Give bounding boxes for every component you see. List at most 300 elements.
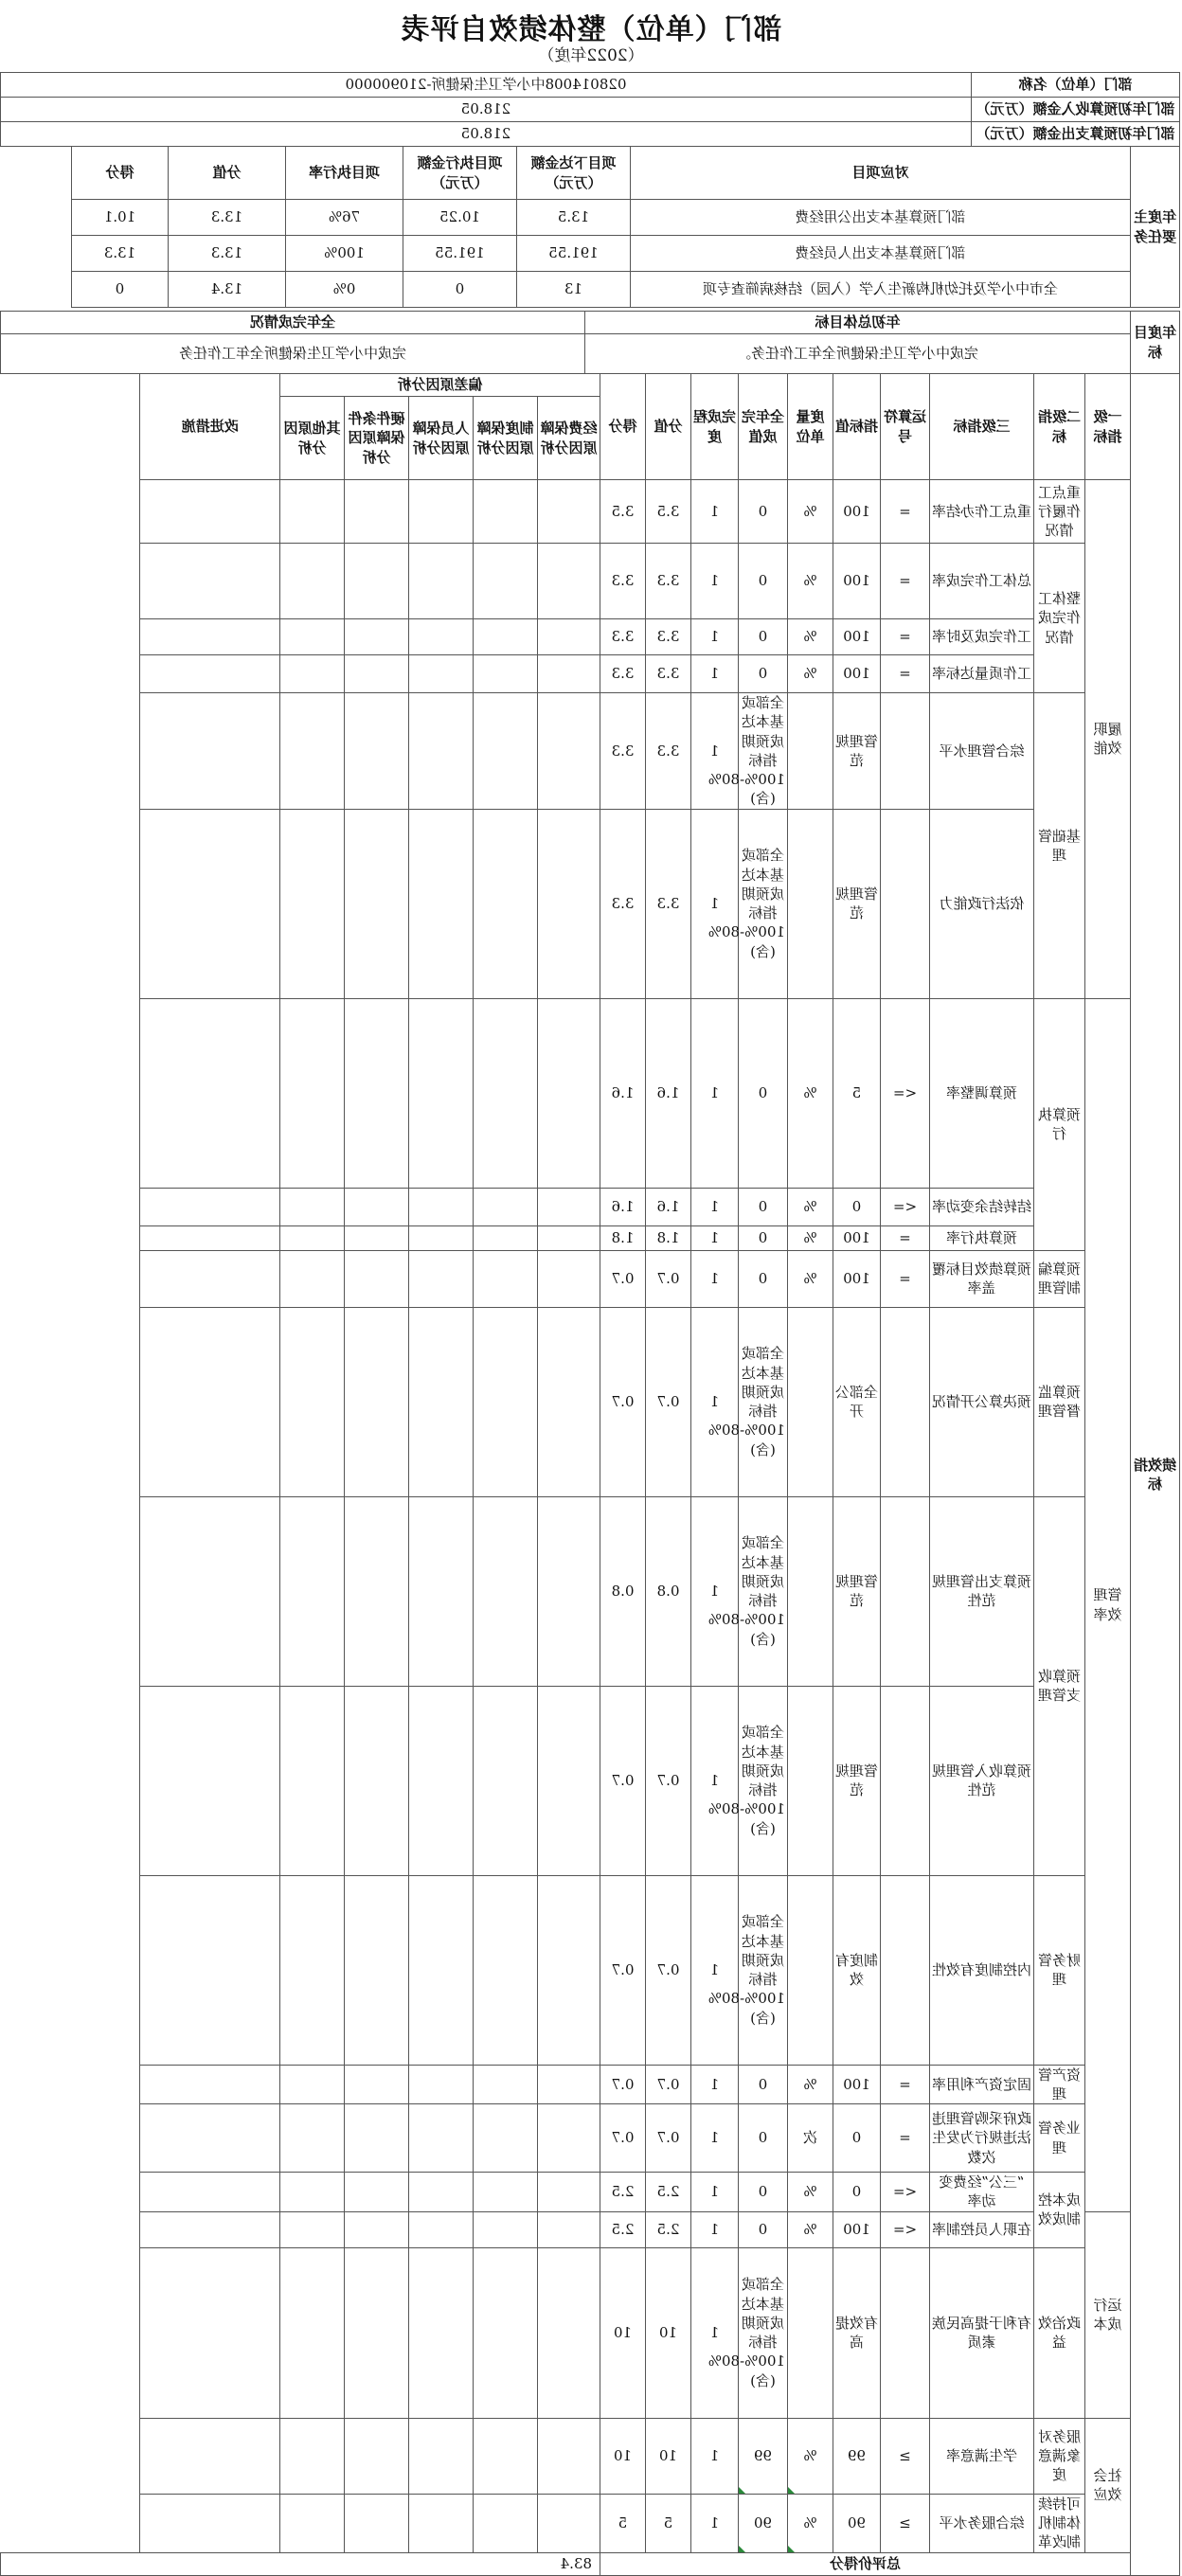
deviation-cell <box>409 544 474 619</box>
deviation-cell <box>279 2247 344 2418</box>
deviation-cell <box>409 1188 474 1225</box>
deviation-cell <box>538 1496 600 1686</box>
table-row <box>1 2418 1180 2494</box>
task-cell: 部门预算基本支出公用经费 <box>631 200 1131 236</box>
table-row <box>1 272 1180 308</box>
completion: 1 <box>691 1225 739 1250</box>
actual-value: 0 <box>739 1225 788 1250</box>
improve-cell <box>140 1188 279 1225</box>
deviation-cell <box>345 2247 409 2418</box>
target-value: 100 <box>833 2211 881 2247</box>
score: 3.3 <box>600 619 646 655</box>
deviation-cell <box>474 2065 538 2104</box>
score-weight: 0.7 <box>646 1686 691 1875</box>
score: 0.7 <box>600 1250 646 1307</box>
level2-indicator: 成本控制成效 <box>1034 2173 1085 2248</box>
actual-value: 0 <box>739 1250 788 1307</box>
score: 0.7 <box>600 1307 646 1496</box>
improve-cell <box>140 2418 279 2494</box>
level1-indicator: 运行成本 <box>1085 2211 1131 2418</box>
score: 2.5 <box>600 2173 646 2212</box>
level2-indicator: 财务管理 <box>1034 1875 1085 2065</box>
deviation-cell <box>279 1875 344 2065</box>
level3-indicator: 预决算公开情况 <box>930 1307 1034 1496</box>
deviation-cell <box>474 2104 538 2173</box>
level3-indicator: 重点工作办结率 <box>930 480 1034 544</box>
deviation-cell <box>345 1225 409 1250</box>
operator <box>881 1307 930 1496</box>
improve-cell <box>140 1686 279 1875</box>
level3-indicator: 工作完成及时率 <box>930 619 1034 655</box>
unit <box>788 1496 833 1686</box>
score-weight: 3.3 <box>646 809 691 998</box>
deviation-cell <box>345 655 409 693</box>
unit <box>788 1875 833 2065</box>
improve-cell <box>140 2104 279 2173</box>
unit <box>788 2247 833 2418</box>
deviation-cell <box>538 1875 600 2065</box>
total-value: 83.4 <box>1 2552 600 2575</box>
actual-value: 0 <box>739 655 788 693</box>
dept-name-value: 028014008中小学卫生保健所-210900000 <box>1 73 972 98</box>
deviation-cell <box>409 1496 474 1686</box>
operator: = <box>881 655 930 693</box>
unit: % <box>788 2418 833 2494</box>
actual-value: 全部或基本达成预期指标100%-80%(含) <box>739 1686 788 1875</box>
table-row <box>1 2211 1180 2247</box>
completion: 1 <box>691 2247 739 2418</box>
table-row <box>1 480 1180 544</box>
table-row <box>1 998 1180 1188</box>
deviation-cell <box>345 693 409 810</box>
score: 3.5 <box>600 480 646 544</box>
improve-cell <box>140 2247 279 2418</box>
actual-value: 0 <box>739 619 788 655</box>
deviation-cell <box>279 1225 344 1250</box>
operator: = <box>881 2104 930 2173</box>
deviation-cell <box>474 1875 538 2065</box>
level3-indicator: 政府采购管理违法违规行为发生次数 <box>930 2104 1034 2173</box>
score-weight: 3.3 <box>646 693 691 810</box>
unit: % <box>788 480 833 544</box>
task-cell: 全市中小学及托幼机构新生入学（入园）结核病筛查专项 <box>631 272 1131 308</box>
level3-indicator: 内控制度有效性 <box>930 1875 1034 2065</box>
deviation-cell <box>538 2065 600 2104</box>
deviation-subheader: 其他原因分析 <box>279 397 344 480</box>
level2-indicator: 政治效益 <box>1034 2247 1085 2418</box>
table-row <box>1 200 1180 236</box>
deviation-cell <box>409 1875 474 2065</box>
score-weight: 3.5 <box>646 480 691 544</box>
score-weight: 0.7 <box>646 1307 691 1496</box>
actual-value: 0 <box>739 2211 788 2247</box>
unit: % <box>788 998 833 1188</box>
deviation-cell <box>474 619 538 655</box>
score: 10 <box>600 2247 646 2418</box>
target-value: 100 <box>833 480 881 544</box>
level3-indicator: 预算绩效目标覆盖率 <box>930 1250 1034 1307</box>
task-cell: 13.5 <box>517 200 631 236</box>
perf-header: 运算符号 <box>881 374 930 480</box>
deviation-cell <box>345 1307 409 1496</box>
deviation-cell <box>279 544 344 619</box>
task-header: 分值 <box>169 147 286 200</box>
improve-cell <box>140 1250 279 1307</box>
task-cell: 13.3 <box>169 200 286 236</box>
level2-indicator: 整体工作完成情况 <box>1034 544 1085 693</box>
table-row <box>1 544 1180 619</box>
deviation-cell <box>345 2065 409 2104</box>
target-value: 0 <box>833 2104 881 2173</box>
table-row <box>1 1496 1180 1686</box>
deviation-cell <box>538 619 600 655</box>
level3-indicator: 有利于提高民族素质 <box>930 2247 1034 2418</box>
deviation-cell <box>474 2418 538 2494</box>
table-row <box>1 655 1180 693</box>
deviation-cell <box>279 1496 344 1686</box>
level2-indicator: 预算编制管理 <box>1034 1250 1085 1307</box>
deviation-cell <box>474 544 538 619</box>
improve-cell <box>140 693 279 810</box>
unit: % <box>788 2173 833 2212</box>
deviation-subheader: 经费保障原因分析 <box>538 397 600 480</box>
level3-indicator: 固定资产利用率 <box>930 2065 1034 2104</box>
level3-indicator: 预算支出管理规范性 <box>930 1496 1034 1686</box>
deviation-cell <box>474 480 538 544</box>
deviation-cell <box>279 1686 344 1875</box>
operator: = <box>881 1250 930 1307</box>
deviation-cell <box>345 2494 409 2552</box>
improve-cell <box>140 1307 279 1496</box>
target-value: 0 <box>833 1188 881 1225</box>
deviation-cell <box>345 1875 409 2065</box>
deviation-cell <box>279 2104 344 2173</box>
operator <box>881 809 930 998</box>
deviation-cell <box>409 2418 474 2494</box>
deviation-subheader: 制度保障原因分析 <box>474 397 538 480</box>
deviation-cell <box>409 998 474 1188</box>
deviation-header: 偏差原因分析 <box>279 374 600 397</box>
unit: % <box>788 1250 833 1307</box>
deviation-cell <box>538 655 600 693</box>
task-cell: 76% <box>286 200 403 236</box>
level2-indicator: 基础管理 <box>1034 693 1085 999</box>
task-cell: 13 <box>517 272 631 308</box>
operator <box>881 1875 930 2065</box>
table-row <box>1 2173 1180 2212</box>
score: 0.7 <box>600 1686 646 1875</box>
score-weight: 3.3 <box>646 619 691 655</box>
completion: 1 <box>691 998 739 1188</box>
completion: 1 <box>691 2065 739 2104</box>
deviation-cell <box>279 2173 344 2212</box>
score: 5 <box>600 2494 646 2552</box>
unit: % <box>788 655 833 693</box>
deviation-cell <box>538 1686 600 1875</box>
actual-value: 全部或基本达成预期指标100%-80%(含) <box>739 809 788 998</box>
actual-value: 0 <box>739 2065 788 2104</box>
level3-indicator: 工作质量达标率 <box>930 655 1034 693</box>
expense-label: 部门年初预算支出金额（万元） <box>972 122 1180 147</box>
deviation-cell <box>538 998 600 1188</box>
target-value: 100 <box>833 2065 881 2104</box>
deviation-cell <box>409 2247 474 2418</box>
score: 10 <box>600 2418 646 2494</box>
score: 1.8 <box>600 1225 646 1250</box>
score-weight: 2.5 <box>646 2173 691 2212</box>
perf-header: 一级指标 <box>1085 374 1131 480</box>
info-table <box>0 72 1180 147</box>
level1-indicator: 履职效能 <box>1085 480 1131 999</box>
perf-header: 完成程度 <box>691 374 739 480</box>
dept-name-label: 部门（单位）名称 <box>972 73 1180 98</box>
deviation-cell <box>538 1225 600 1250</box>
completion: 1 <box>691 1250 739 1307</box>
task-cell: 13.4 <box>169 272 286 308</box>
improve-cell <box>140 655 279 693</box>
operator: <= <box>881 998 930 1188</box>
completion: 1 <box>691 2211 739 2247</box>
deviation-cell <box>409 655 474 693</box>
improve-cell <box>140 1225 279 1250</box>
deviation-cell <box>345 2173 409 2212</box>
score: 1.6 <box>600 1188 646 1225</box>
unit <box>788 693 833 810</box>
deviation-cell <box>474 655 538 693</box>
level2-indicator: 预算执行 <box>1034 998 1085 1250</box>
unit: % <box>788 619 833 655</box>
table-row <box>1 236 1180 272</box>
deviation-cell <box>279 2065 344 2104</box>
initial-goal-header: 年初总体目标 <box>585 312 1131 334</box>
operator: = <box>881 544 930 619</box>
operator: = <box>881 2065 930 2104</box>
operator: = <box>881 480 930 544</box>
perf-section-label: 绩效指标 <box>1131 374 1180 2576</box>
target-value: 100 <box>833 655 881 693</box>
deviation-cell <box>279 693 344 810</box>
table-row <box>1 2247 1180 2418</box>
deviation-cell <box>279 619 344 655</box>
deviation-cell <box>279 2418 344 2494</box>
deviation-cell <box>279 1307 344 1496</box>
improve-cell <box>140 544 279 619</box>
task-cell: 0 <box>403 272 517 308</box>
actual-value: 全部或基本达成预期指标100%-80%(含) <box>739 1307 788 1496</box>
table-row <box>1 2494 1180 2552</box>
target-value: 100 <box>833 544 881 619</box>
completion: 1 <box>691 655 739 693</box>
level1-indicator: 管理效率 <box>1085 998 1131 2211</box>
level3-indicator: 学生满意率 <box>930 2418 1034 2494</box>
operator: = <box>881 1225 930 1250</box>
task-cell: 100% <box>286 236 403 272</box>
annual-goal-label: 年度目标 <box>1131 312 1180 374</box>
deviation-cell <box>279 2494 344 2552</box>
deviation-cell <box>409 2065 474 2104</box>
deviation-cell <box>279 1188 344 1225</box>
deviation-subheader: 硬件条件保障原因分析 <box>345 397 409 480</box>
actual-value: 90 <box>739 2494 788 2552</box>
level3-indicator: 预算收入管理规范性 <box>930 1686 1034 1875</box>
completion: 1 <box>691 1307 739 1496</box>
improve-cell <box>140 619 279 655</box>
deviation-cell <box>474 2173 538 2212</box>
deviation-cell <box>409 1686 474 1875</box>
score: 3.3 <box>600 655 646 693</box>
deviation-cell <box>538 480 600 544</box>
deviation-cell <box>345 1496 409 1686</box>
page-title: 部门（单位）整体绩效自评表 <box>400 13 782 46</box>
operator <box>881 693 930 810</box>
completion: 1 <box>691 1686 739 1875</box>
operator: ≥ <box>881 2418 930 2494</box>
level3-indicator: 总体工作完成率 <box>930 544 1034 619</box>
improve-cell <box>140 2211 279 2247</box>
score: 3.3 <box>600 544 646 619</box>
improve-cell <box>140 480 279 544</box>
unit: % <box>788 2065 833 2104</box>
improve-cell <box>140 2173 279 2212</box>
unit: % <box>788 1225 833 1250</box>
actual-value: 全部或基本达成预期指标100%-80%(含) <box>739 1875 788 2065</box>
score: 0.7 <box>600 2065 646 2104</box>
actual-value: 99 <box>739 2418 788 2494</box>
task-cell: 部门预算基本支出人员经费 <box>631 236 1131 272</box>
score-weight: 1.8 <box>646 1225 691 1250</box>
score: 3.3 <box>600 693 646 810</box>
target-value: 0 <box>833 2173 881 2212</box>
perf-header: 得分 <box>600 374 646 480</box>
table-row <box>1 1686 1180 1875</box>
deviation-cell <box>409 2104 474 2173</box>
score-weight: 3.3 <box>646 655 691 693</box>
deviation-cell <box>345 1686 409 1875</box>
level3-indicator: 预算执行率 <box>930 1225 1034 1250</box>
task-cell: 0 <box>72 272 169 308</box>
task-header: 项目执行率 <box>286 147 403 200</box>
completion: 1 <box>691 2418 739 2494</box>
level3-indicator: 综合服务水平 <box>930 2494 1034 2552</box>
deviation-cell <box>409 2494 474 2552</box>
deviation-cell <box>538 2104 600 2173</box>
score: 0.8 <box>600 1496 646 1686</box>
initial-goal-text: 完成中小学卫生保健所全年工作任务。 <box>585 334 1131 374</box>
total-label: 总评价得分 <box>600 2552 1131 2575</box>
deviation-cell <box>538 693 600 810</box>
target-value: 100 <box>833 1250 881 1307</box>
actual-value: 全部或基本达成预期指标100%-80%(含) <box>739 693 788 810</box>
score-weight: 10 <box>646 2418 691 2494</box>
operator: = <box>881 619 930 655</box>
deviation-cell <box>474 998 538 1188</box>
score-weight: 5 <box>646 2494 691 2552</box>
deviation-cell <box>345 544 409 619</box>
table-row <box>1 1188 1180 1225</box>
deviation-cell <box>409 480 474 544</box>
table-row <box>1 1875 1180 2065</box>
operator <box>881 1496 930 1686</box>
level3-indicator: 结转结余变动率 <box>930 1188 1034 1225</box>
target-value: 制度有效 <box>833 1875 881 2065</box>
actual-value: 全部或基本达成预期指标100%-80%(含) <box>739 1496 788 1686</box>
unit: % <box>788 544 833 619</box>
improve-cell <box>140 998 279 1188</box>
level2-indicator: 业务管理 <box>1034 2104 1085 2173</box>
completion: 1 <box>691 1875 739 2065</box>
level2-indicator: 资产管理 <box>1034 2065 1085 2104</box>
score-weight: 0.7 <box>646 2104 691 2173</box>
unit <box>788 1307 833 1496</box>
level1-indicator: 社会效应 <box>1085 2418 1131 2552</box>
deviation-cell <box>279 2211 344 2247</box>
deviation-cell <box>409 809 474 998</box>
deviation-cell <box>538 1307 600 1496</box>
deviation-cell <box>279 809 344 998</box>
task-header: 项目执行金额（万元） <box>403 147 517 200</box>
actual-value: 0 <box>739 1188 788 1225</box>
level3-indicator: 依法行政能力 <box>930 809 1034 998</box>
perf-header: 三级指标 <box>930 374 1034 480</box>
level2-indicator: 服务对象满意度 <box>1034 2418 1085 2494</box>
deviation-cell <box>474 1496 538 1686</box>
task-header: 对应项目 <box>631 147 1131 200</box>
score: 0.7 <box>600 1875 646 2065</box>
task-cell: 10.1 <box>72 200 169 236</box>
deviation-cell <box>474 1188 538 1225</box>
task-cell: 13.3 <box>72 236 169 272</box>
deviation-cell <box>538 2494 600 2552</box>
task-cell: 10.25 <box>403 200 517 236</box>
deviation-subheader: 人员保障原因分析 <box>409 397 474 480</box>
perf-header: 指标值 <box>833 374 881 480</box>
tasks-table <box>0 146 1180 308</box>
deviation-cell <box>474 2211 538 2247</box>
target-value: 100 <box>833 619 881 655</box>
level2-indicator: 可持续体制机制改革 <box>1034 2494 1085 2552</box>
completion: 1 <box>691 2104 739 2173</box>
performance-table <box>0 373 1180 2576</box>
deviation-cell <box>474 1686 538 1875</box>
operator: <= <box>881 2211 930 2247</box>
deviation-cell <box>474 2494 538 2552</box>
deviation-cell <box>474 1225 538 1250</box>
completion: 1 <box>691 1188 739 1225</box>
task-section-label: 年度主要任务 <box>1131 147 1180 308</box>
completion: 1 <box>691 544 739 619</box>
deviation-cell <box>474 2247 538 2418</box>
deviation-cell <box>538 1250 600 1307</box>
deviation-cell <box>538 2418 600 2494</box>
perf-header: 全年完成值 <box>739 374 788 480</box>
level2-indicator: 预算监督管理 <box>1034 1307 1085 1496</box>
score-weight: 0.7 <box>646 2065 691 2104</box>
deviation-cell <box>409 1250 474 1307</box>
target-value: 管理规范 <box>833 809 881 998</box>
deviation-cell <box>345 998 409 1188</box>
level3-indicator: “三公”经费变动率 <box>930 2173 1034 2212</box>
page-subtitle: （2022年度） <box>538 46 644 65</box>
deviation-cell <box>279 655 344 693</box>
improve-header: 改进措施 <box>140 374 279 480</box>
deviation-cell <box>474 693 538 810</box>
improve-cell <box>140 1875 279 2065</box>
deviation-cell <box>538 809 600 998</box>
target-value: 全部公开 <box>833 1307 881 1496</box>
unit <box>788 1686 833 1875</box>
score-weight: 10 <box>646 2247 691 2418</box>
table-row <box>1 1250 1180 1307</box>
